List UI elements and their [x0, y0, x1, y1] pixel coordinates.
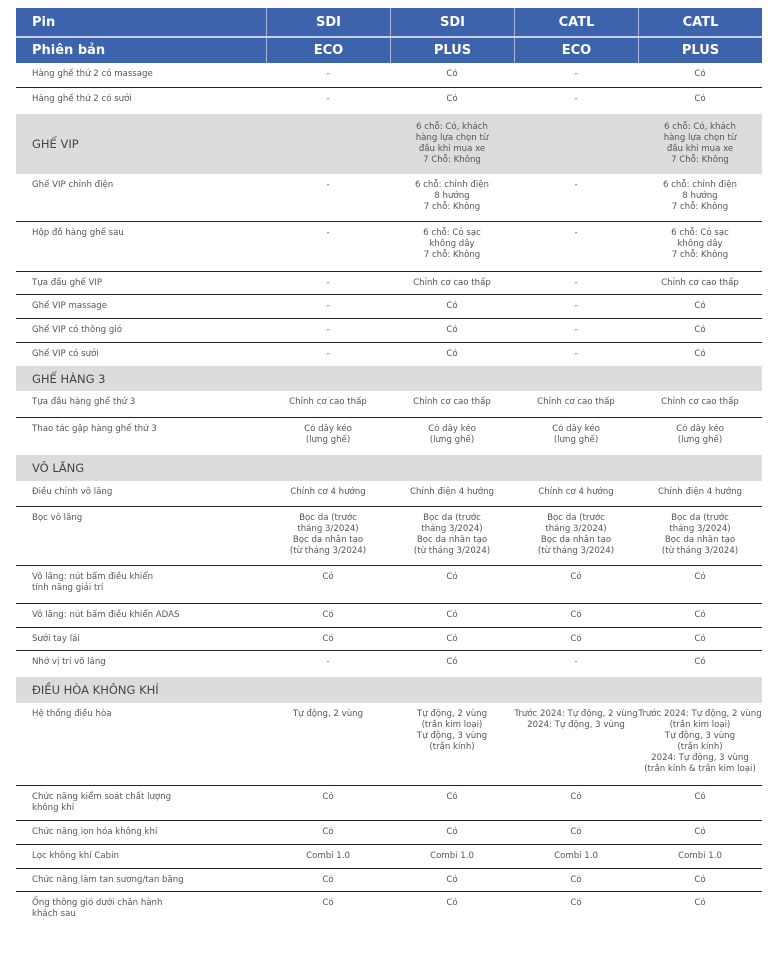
section-header: [16, 366, 762, 391]
row-label: Ghế VIP có thông gió: [32, 325, 122, 335]
header-col: ECO: [266, 38, 390, 63]
row-value: -: [574, 180, 578, 190]
header-row-battery: [16, 8, 762, 36]
row-label: Ghế VIP chỉnh điện: [32, 180, 114, 190]
row-value: Có: [694, 572, 706, 582]
row-value: Có: [570, 827, 582, 837]
table-row: [16, 651, 762, 677]
header-col: CATL: [514, 8, 638, 36]
row-value: Có: [446, 301, 458, 311]
table-row: [16, 628, 762, 651]
row-value: Có: [694, 792, 706, 802]
row-value: Combi 1.0: [306, 851, 350, 861]
row-value: Có: [570, 572, 582, 582]
row-value: Tự động, 2 vùng (trần kim loại) Tự động, 3 vùng (trần kính): [416, 709, 488, 752]
row-label: Bọc vô lăng: [32, 513, 83, 523]
header-col: CATL: [638, 8, 762, 36]
header-col: ECO: [514, 38, 638, 63]
row-value: Có: [694, 349, 706, 359]
row-value: Có: [446, 610, 458, 620]
row-label: Hệ thống điều hòa: [32, 709, 112, 719]
row-value: Có: [570, 875, 582, 885]
row-label: Hộp đồ hàng ghế sau: [32, 228, 124, 238]
row-value: Có: [446, 657, 458, 667]
row-label: Thao tác gập hàng ghế thứ 3: [32, 424, 157, 434]
row-value: Có: [570, 792, 582, 802]
row-value: Có: [446, 898, 458, 908]
row-value: Chỉnh cơ cao thấp: [413, 278, 491, 288]
row-label: Điều chỉnh vô lăng: [32, 487, 113, 497]
row-value: Chỉnh cơ cao thấp: [537, 397, 615, 407]
row-value: -: [574, 278, 578, 288]
row-value: 6 chỗ: chỉnh điện 8 hướng 7 chỗ: Không: [414, 180, 490, 212]
row-value: Có: [694, 610, 706, 620]
row-value: Có: [446, 827, 458, 837]
row-value: Có: [694, 94, 706, 104]
row-value: Bọc da (trước tháng 3/2024) Bọc da nhân tạo (từ tháng 3/2024): [413, 513, 491, 556]
row-value: Có: [694, 657, 706, 667]
row-label: Tựa đầu hàng ghế thứ 3: [32, 397, 136, 407]
row-value: Có: [694, 301, 706, 311]
row-value: Có: [694, 325, 706, 335]
table-row: [16, 786, 762, 821]
row-value: Có dây kéo (lưng ghế): [304, 424, 352, 445]
table-row: [16, 481, 762, 507]
header-col: SDI: [266, 8, 390, 36]
row-value: Có: [322, 610, 334, 620]
row-value: Có dây kéo (lưng ghế): [552, 424, 600, 445]
row-value: Có: [694, 827, 706, 837]
row-value: 6 chỗ: Có sạc không dây 7 chỗ: Không: [423, 228, 481, 260]
row-value: Combi 1.0: [554, 851, 598, 861]
row-value: Chỉnh cơ cao thấp: [413, 397, 491, 407]
row-value: Có: [322, 827, 334, 837]
row-label: Chức năng kiểm soát chất lượng không khí: [32, 792, 172, 813]
row-label: Tựa đầu ghế VIP: [32, 278, 103, 288]
section-title: VÔ LĂNG: [32, 461, 85, 475]
row-value: Combi 1.0: [430, 851, 474, 861]
table-row: [16, 391, 762, 418]
table-row: [16, 272, 762, 295]
row-value: Có dây kéo (lưng ghế): [428, 424, 476, 445]
row-value: -: [574, 228, 578, 238]
table-row: [16, 418, 762, 455]
row-value: Có: [446, 349, 458, 359]
table-body: [16, 63, 762, 934]
row-value: Có: [694, 875, 706, 885]
row-value: -: [574, 301, 578, 311]
row-value: -: [326, 228, 330, 238]
row-value: Bọc da (trước tháng 3/2024) Bọc da nhân tạo (từ tháng 3/2024): [661, 513, 739, 556]
header-col: PLUS: [638, 38, 762, 63]
row-value: 6 chỗ: Có, khách hàng lựa chọn từ đầu khi mua xe 7 Chỗ: Không: [415, 122, 489, 165]
table-row: [16, 821, 762, 845]
row-value: Tự động, 2 vùng: [292, 709, 364, 719]
table-row: [16, 604, 762, 628]
table-row: [16, 319, 762, 343]
row-value: Chỉnh cơ cao thấp: [289, 397, 367, 407]
table-row: [16, 703, 762, 786]
row-value: Có: [322, 572, 334, 582]
table-row: [16, 869, 762, 892]
table-row: [16, 174, 762, 222]
table-row: [16, 507, 762, 566]
row-value: Có: [446, 325, 458, 335]
row-label: Vô lăng: nút bấm điều khiển tính năng giải trí: [32, 572, 154, 593]
row-label: Hàng ghế thứ 2 có sưởi: [32, 94, 132, 104]
section-title: GHẾ HÀNG 3: [32, 371, 106, 386]
row-value: Có: [322, 898, 334, 908]
row-value: -: [326, 94, 330, 104]
row-value: -: [326, 301, 330, 311]
row-value: Có: [694, 69, 706, 79]
row-value: Có: [322, 875, 334, 885]
section-row-vip: [16, 114, 762, 174]
row-label: Ghế VIP có sưởi: [32, 349, 99, 359]
row-label: Chức năng làm tan sương/tan băng: [32, 875, 184, 885]
header-col: SDI: [390, 8, 514, 36]
row-value: Có: [446, 69, 458, 79]
row-value: Có: [694, 898, 706, 908]
row-label: Ống thông gió dưới chân hành khách sau: [32, 898, 163, 919]
section-header: [16, 455, 762, 481]
row-value: Có: [322, 634, 334, 644]
row-value: Chỉnh cơ cao thấp: [661, 278, 739, 288]
row-value: Có: [446, 94, 458, 104]
row-label: Chức năng ion hóa không khí: [32, 827, 158, 837]
row-value: 6 chỗ: Có, khách hàng lựa chọn từ đầu khi mua xe 7 Chỗ: Không: [663, 122, 737, 165]
header-label: Phiên bản: [32, 43, 106, 58]
row-value: -: [326, 69, 330, 79]
row-value: Chỉnh điện 4 hướng: [657, 487, 743, 497]
row-value: Có: [570, 898, 582, 908]
row-value: Combi 1.0: [678, 851, 722, 861]
row-value: -: [574, 349, 578, 359]
spec-table: [16, 8, 762, 934]
row-value: -: [574, 325, 578, 335]
table-row: [16, 343, 762, 366]
row-label: Vô lăng: nút bấm điều khiển ADAS: [32, 610, 180, 620]
row-value: Trước 2024: Tự động, 2 vùng (trần kim loại) Tự động, 3 vùng (trần kính) 2024: Tự động, 3 vùng (trần kính & trần kim loại): [638, 709, 762, 774]
row-value: -: [574, 69, 578, 79]
row-value: Có: [446, 875, 458, 885]
row-value: 6 chỗ: chỉnh điện 8 hướng 7 chỗ: Không: [662, 180, 738, 212]
header-col: PLUS: [390, 38, 514, 63]
row-label: Ghế VIP massage: [32, 301, 108, 311]
row-value: Có: [446, 792, 458, 802]
row-value: -: [326, 180, 330, 190]
row-value: Có: [570, 634, 582, 644]
row-value: -: [326, 278, 330, 288]
row-value: Có: [570, 610, 582, 620]
table-row: [16, 63, 762, 88]
section-header: [16, 677, 762, 703]
table-row: [16, 566, 762, 604]
header-label: Pin: [32, 14, 56, 30]
table-row: [16, 222, 762, 272]
table-row: [16, 295, 762, 319]
row-value: -: [574, 657, 578, 667]
table-row: [16, 845, 762, 869]
row-value: Có: [322, 792, 334, 802]
row-value: -: [326, 657, 330, 667]
row-label: Lọc không khí Cabin: [32, 851, 119, 861]
row-value: Bọc da (trước tháng 3/2024) Bọc da nhân tạo (từ tháng 3/2024): [289, 513, 367, 556]
row-value: Chỉnh cơ 4 hướng: [538, 487, 614, 497]
table-row: [16, 88, 762, 114]
row-label: Hàng ghế thứ 2 có massage: [32, 69, 153, 79]
row-value: 6 chỗ: Có sạc không dây 7 chỗ: Không: [671, 228, 729, 260]
row-value: -: [574, 94, 578, 104]
row-value: -: [326, 325, 330, 335]
row-value: Chỉnh cơ cao thấp: [661, 397, 739, 407]
row-value: Chỉnh cơ 4 hướng: [290, 487, 366, 497]
header-row-version: [16, 36, 762, 63]
row-value: Có: [446, 634, 458, 644]
row-value: Trước 2024: Tự động, 2 vùng 2024: Tự động, 3 vùng: [514, 709, 638, 730]
row-value: Có: [446, 572, 458, 582]
table-row: [16, 892, 762, 934]
row-value: Có: [694, 634, 706, 644]
section-title: GHẾ VIP: [32, 137, 79, 151]
row-value: -: [326, 349, 330, 359]
section-title: ĐIỀU HÒA KHÔNG KHÍ: [32, 683, 159, 697]
row-value: Có dây kéo (lưng ghế): [676, 424, 724, 445]
row-label: Sưởi tay lái: [32, 634, 80, 644]
row-value: Bọc da (trước tháng 3/2024) Bọc da nhân tạo (từ tháng 3/2024): [537, 513, 615, 556]
row-label: Nhớ vị trí vô lăng: [32, 657, 106, 667]
row-value: Chỉnh điện 4 hướng: [409, 487, 495, 497]
